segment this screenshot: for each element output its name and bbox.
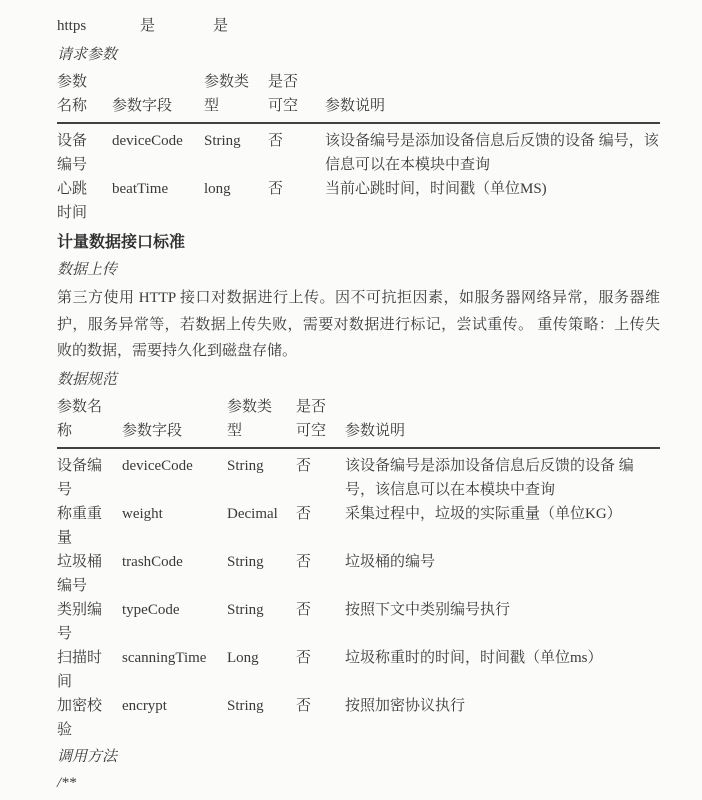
header-param-type: 参数类型 [204,70,268,123]
request-params-table-header [57,70,660,123]
param-desc-cell: 当前心跳时间，时间戳（单位MS) [325,181,547,197]
param-desc-cell: 垃圾称重时的时间，时间戳（单位ms） [345,649,603,666]
data-upload-heading: 数据上传 [57,262,118,278]
param-type-cell: long [204,181,231,197]
param-field-cell: weight [122,505,163,522]
param-desc-cell: 采集过程中，垃圾的实际重量（单位KG） [345,505,622,522]
protocol-cell-https: https [57,18,87,34]
table-header-row [57,395,660,448]
param-type-cell: Long [227,649,259,666]
param-name-cell: 类别编号 [57,601,103,642]
param-type-cell: String [227,697,264,714]
param-name-cell: 心跳时间 [57,181,88,221]
data-spec-heading: 数据规范 [57,371,118,388]
table-row [57,448,660,502]
metering-standard-heading: 计量数据接口标准 [57,234,186,251]
protocol-row [57,14,660,38]
param-nullable-cell: 否 [296,457,312,474]
table-row [57,123,660,177]
param-name-cell: 称重重量 [57,505,103,546]
param-type-cell: String [227,601,264,618]
param-desc-cell: 该设备编号是添加设备信息后反馈的设备 编号，该信息可以在本模块中查询 [345,457,634,498]
table-row [57,598,660,646]
request-params-table [57,70,660,225]
param-desc-cell: 按照加密协议执行 [345,697,466,714]
param-nullable-cell: 否 [296,601,312,618]
param-type-cell: String [227,457,264,474]
param-field-cell: beatTime [112,181,169,197]
param-type-cell: String [227,553,264,570]
param-nullable-cell: 否 [296,505,312,522]
header-param-desc: 参数说明 [325,70,660,123]
param-name-cell: 扫描时间 [57,649,103,690]
param-nullable-cell: 否 [296,553,312,570]
param-name-cell: 加密校验 [57,697,103,738]
request-params-heading: 请求参数 [57,47,118,63]
table-row [57,550,660,598]
data-spec-table-header [57,395,660,448]
param-field-cell: trashCode [122,553,183,570]
header-param-desc: 参数说明 [345,395,660,448]
param-nullable-cell: 否 [268,133,284,149]
param-field-cell: deviceCode [122,457,193,474]
code-comment-open: /** [57,774,77,791]
param-name-cell: 垃圾桶编号 [57,553,103,594]
table-row [57,502,660,550]
header-param-nullable: 是否可空 [296,395,345,448]
header-param-field: 参数字段 [112,70,204,123]
protocol-cell-yes-2: 是 [213,18,229,34]
table-header-row [57,70,660,123]
header-param-name: 参数名称 [57,70,112,123]
header-param-type: 参数类型 [227,395,296,448]
param-field-cell: typeCode [122,601,180,618]
data-spec-table [57,395,660,742]
header-param-name: 参数名称 [57,395,122,448]
table-row [57,694,660,742]
param-nullable-cell: 否 [268,181,284,197]
protocol-cell-yes-1: 是 [140,18,156,34]
param-desc-cell: 该设备编号是添加设备信息后反馈的设备 编号，该信息可以在本模块中查询 [325,133,659,173]
param-desc-cell: 垃圾桶的编号 [345,553,436,570]
param-name-cell: 设备编号 [57,133,88,173]
call-method-heading: 调用方法 [57,748,118,765]
param-name-cell: 设备编号 [57,457,103,498]
param-type-cell: Decimal [227,505,278,522]
data-upload-paragraph: 第三方使用 HTTP 接口对数据进行上传。因不可抗拒因素，如服务器网络异常，服务器维护，服务异常等，若数据上传失败，需要对数据进行标记，尝试重传。 重传策略：上传失败的数据，需要持久化到磁盘存储。 [57,290,660,359]
header-param-field: 参数字段 [122,395,227,448]
param-nullable-cell: 否 [296,649,312,666]
param-desc-cell: 按照下文中类别编号执行 [345,601,511,618]
table-row [57,646,660,694]
param-field-cell: deviceCode [112,133,183,149]
param-field-cell: encrypt [122,697,167,714]
param-nullable-cell: 否 [296,697,312,714]
param-type-cell: String [204,133,241,149]
param-field-cell: scanningTime [122,649,207,666]
header-param-nullable: 是否可空 [268,70,325,123]
table-row [57,177,660,225]
